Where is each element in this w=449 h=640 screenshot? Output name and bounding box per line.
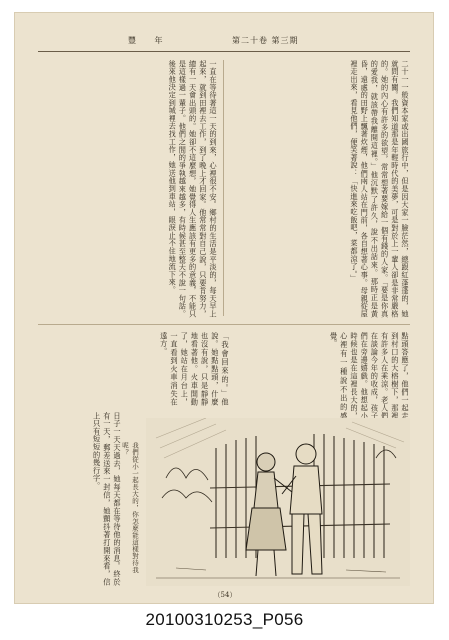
text-column-bottom-right: 點頭答應了，他們一起走到村口的大榕樹下，那裡有許多人在乘涼。老人們在談論今年的收成，孩子們在旁邊嬉戲。他想起小時候也是在這裡長大的，心裡有一種說不出的感覺。 xyxy=(329,332,410,420)
column-divider xyxy=(223,60,224,316)
publication-title: 豐 年 xyxy=(128,36,171,45)
page-header xyxy=(64,35,384,49)
illustration-caption: 我們從小一起長大的，你怎麼能這樣對待我呢？ xyxy=(121,442,139,574)
page-number: （54） xyxy=(213,591,237,599)
text-column-top-left: 一直在等待著這一天的到來，心裡很不安。鄉村的生活是平淡的，每天早上起來，就到田裡去工作，到了晚上才回家。他常常對自己說，只要肯努力，總有一天會出頭的。她卻不這麼想，她覺得人生應該有更多的意義，不能只是這樣過一輩子。他們之間的爭執越來越多，有時候甚至整天不說一句話。後來他決定到城裡去找工作，她送他到車站，眼淚止不住地流下來。 xyxy=(168,60,218,318)
text-column-top-right: 二十一一般資本家或出國旅行中，但是因大家一臉茫然，總跟紅蓬蓬的，她就問有關。我們知道那是年輕時代的美夢，可是對於上一輩人卻是非常嚴格的。她的內心有許多的欲望，常常想著要嫁給一個有錢的人家。「要是你真的愛我，就該帶我離開這裡。」他沉默了許久，說不出話來。那時正是黃昏，遠處的田野上飄著炊煙，他們兩人站在門前，各自想著心事。母親從屋裡走出來，看見他們，便笑著說：「快進來吃飯吧，菜都涼了。」 xyxy=(349,60,410,318)
header-rule xyxy=(38,51,410,52)
text-column-bottom-left: 「我會回來的。」他說。她點點頭，什麼也沒有說，只是靜靜地看著他。火車開動了，她站在月台上，一直看到火車消失在遠方。 xyxy=(159,332,230,406)
text-column-bottom-left-lower: 日子一天天過去，她每天都在等待他的消息。終於有一天，郵差送來一封信，她顫抖著打開來看，信上只有短短的幾行字。 xyxy=(92,412,122,586)
issue-number: 第二十卷 第三期 xyxy=(232,36,299,45)
section-divider xyxy=(38,324,410,325)
couple-at-fence-illustration xyxy=(146,418,410,586)
archive-id-label: 20100310253_P056 xyxy=(145,610,304,629)
